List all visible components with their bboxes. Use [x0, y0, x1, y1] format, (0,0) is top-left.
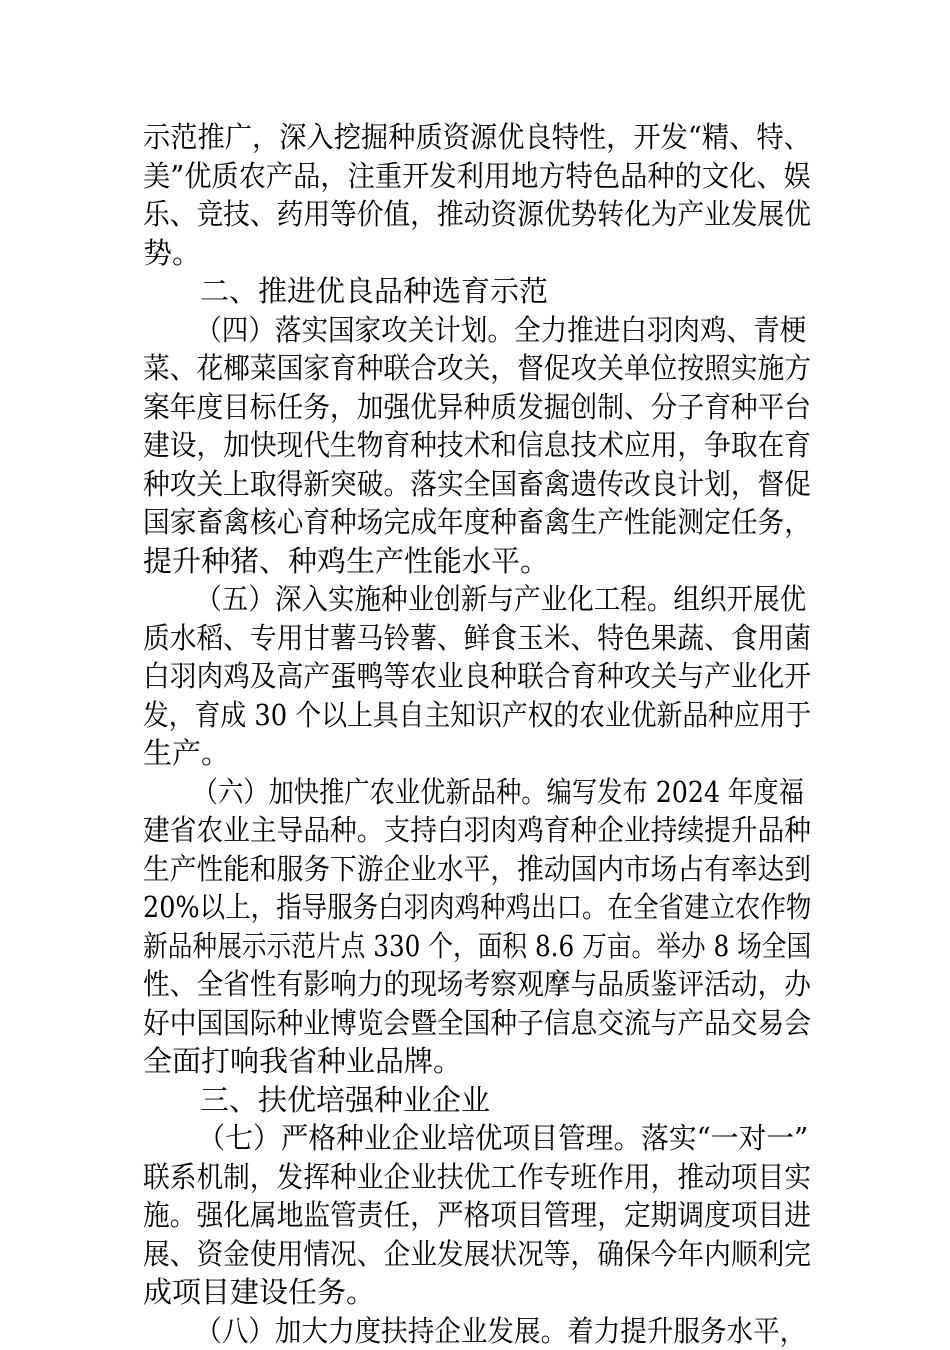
- text-line: 菜、花椰菜国家育种联合攻关，督促攻关单位按照实施方: [143, 349, 758, 388]
- text-line: 性、全省性有影响力的现场考察观摩与品质鉴评活动，办: [143, 965, 758, 1004]
- text-line: 乐、竞技、药用等价值，推动资源优势转化为产业发展优: [143, 195, 758, 234]
- text-line: 势。: [143, 234, 811, 273]
- text-line: 生产。: [143, 734, 811, 773]
- text-line: 新品种展示示范片点 330 个，面积 8.6 万亩。举办 8 场全国: [143, 927, 712, 966]
- document-body-text: [143, 118, 811, 1350]
- text-line: 建省农业主导品种。支持白羽肉鸡育种企业持续提升品种: [143, 811, 758, 850]
- text-line: 施。强化属地监管责任，严格项目管理，定期调度项目进: [143, 1196, 758, 1235]
- text-line: （五）深入实施种业创新与产业化工程。组织开展优: [143, 580, 755, 619]
- text-line: 案年度目标任务，加强优异种质发掘创制、分子育种平台: [143, 388, 758, 427]
- text-line: 三、扶优培强种业企业: [143, 1081, 811, 1120]
- text-line: 20%以上，指导服务白羽肉鸡种鸡出口。在全省建立农作物: [143, 888, 730, 927]
- text-line: 种攻关上取得新突破。落实全国畜禽遗传改良计划，督促: [143, 465, 758, 504]
- text-line: 国家畜禽核心育种场完成年度种畜禽生产性能测定任务，: [143, 503, 758, 542]
- text-line: 质水稻、专用甘薯马铃薯、鲜食玉米、特色果蔬、食用菌: [143, 619, 758, 658]
- text-line: 生产性能和服务下游企业水平，推动国内市场占有率达到: [143, 850, 758, 889]
- text-line: 白羽肉鸡及高产蛋鸭等农业良种联合育种攻关与产业化开: [143, 657, 758, 696]
- text-line: （四）落实国家攻关计划。全力推进白羽肉鸡、青梗: [143, 311, 755, 350]
- text-line: （六）加快推广农业优新品种。编写发布 2024 年度福: [143, 773, 725, 812]
- text-line: 美”优质农产品，注重开发利用地方特色品种的文化、娱: [143, 157, 771, 196]
- text-line: （八）加大力度扶持企业发展。着力提升服务水平，: [143, 1312, 755, 1350]
- text-line: 示范推广，深入挖掘种质资源优良特性，开发“精、特、: [143, 118, 771, 157]
- text-line: 全面打响我省种业品牌。: [143, 1042, 811, 1081]
- text-line: 成项目建设任务。: [143, 1273, 811, 1312]
- text-line: （七）严格种业企业培优项目管理。落实“一对一”: [143, 1119, 782, 1158]
- text-line: 发，育成 30 个以上具自主知识产权的农业优新品种应用于: [143, 696, 737, 735]
- text-line: 联系机制，发挥种业企业扶优工作专班作用，推动项目实: [143, 1158, 758, 1197]
- text-line: 好中国国际种业博览会暨全国种子信息交流与产品交易会: [143, 1004, 758, 1043]
- text-line: 展、资金使用情况、企业发展状况等，确保今年内顺利完: [143, 1235, 758, 1274]
- text-line: 二、推进优良品种选育示范: [143, 272, 811, 311]
- text-line: 提升种猪、种鸡生产性能水平。: [143, 542, 811, 581]
- text-line: 建设，加快现代生物育种技术和信息技术应用，争取在育: [143, 426, 758, 465]
